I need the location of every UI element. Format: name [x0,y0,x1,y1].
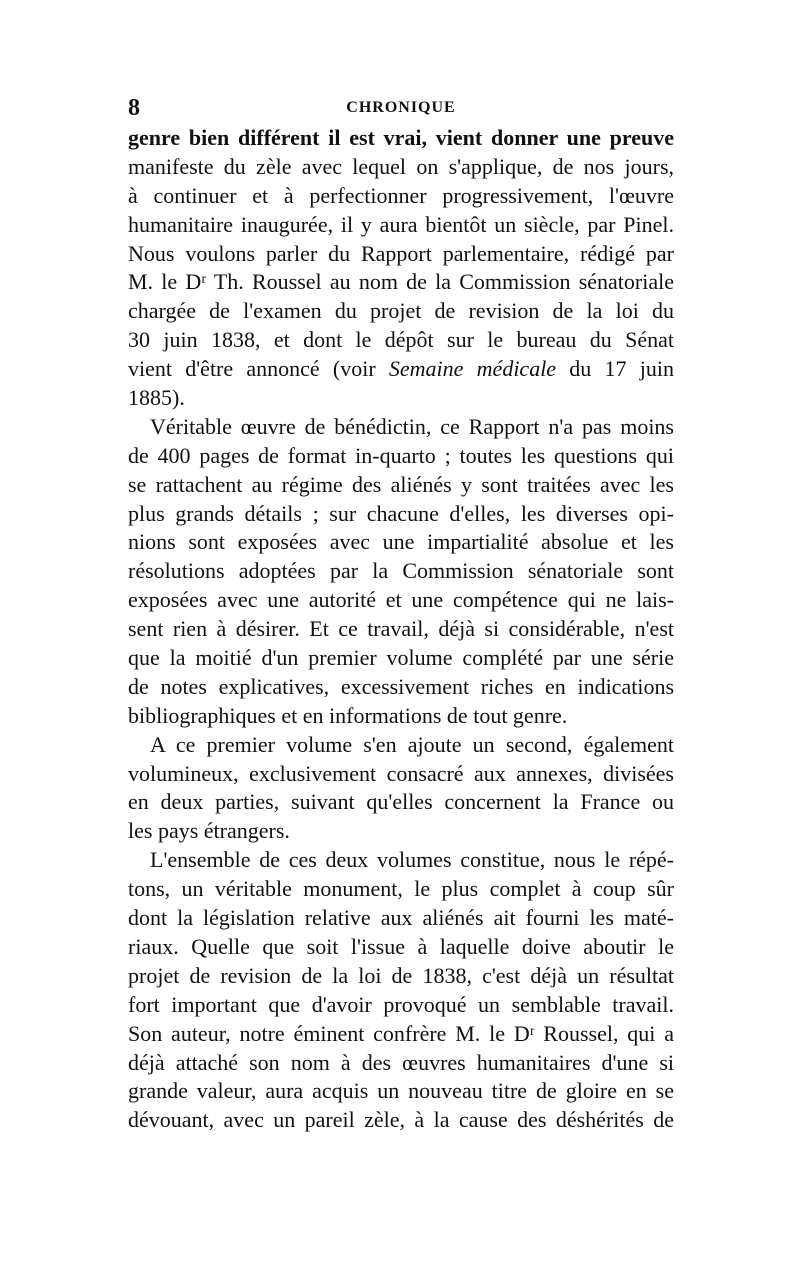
text-line: manifeste du zèle avec lequel on s'applique, de nos jours, [128,153,674,179]
text-line: déjà attaché son nom à des œuvres humanitaires d'une si [128,1049,674,1075]
text-line [128,355,674,384]
text-line: riaux. Quelle que soit l'issue à laquelle doive aboutir le [128,933,674,959]
text-line: Véritable œuvre de bénédictin, ce Rapport n'a pas moins [150,413,674,439]
text-line: les pays étrangers. [128,818,290,844]
text-line: bibliographiques et en informations de tout genre. [128,702,568,728]
text-line: Nous voulons parler du Rapport parlementaire, rédigé par [128,240,674,266]
text-line: se rattachent au régime des aliénés y sont traitées avec les [128,471,674,497]
text-line: grande valeur, aura acquis un nouveau titre de gloire en se [128,1078,674,1104]
text-line: nions sont exposées avec une impartialité absolue et les [128,529,674,555]
text-line: genre bien différent il est vrai, vient donner une preuve [128,125,674,150]
running-head [128,94,674,122]
body-text [128,124,674,1135]
text-line: projet de revision de la loi de 1838, c'est déjà un résultat [128,962,674,988]
text-line: volumineux, exclusivement consacré aux annexes, divisées [128,760,674,786]
text-line: Son auteur, notre éminent confrère M. le Dʳ Roussel, qui a [128,1020,674,1046]
text-line: tons, un véritable monument, le plus complet à coup sûr [128,876,674,902]
text-line: 1885). [128,385,185,411]
text-line: exposées avec une autorité et une compétence qui ne lais- [128,587,674,613]
text-line: humanitaire inaugurée, il y aura bientôt un siècle, par Pinel. [128,211,674,237]
journal-title: Semaine médicale [388,356,557,382]
text-line: fort important que d'avoir provoqué un semblable travail. [128,991,674,1017]
text-line: sent rien à désirer. Et ce travail, déjà si considérable, n'est [128,616,674,642]
text-line: de notes explicatives, excessivement riches en indications [128,673,674,699]
text-line: M. le Dʳ Th. Roussel au nom de la Commission sénatoriale [128,269,674,295]
text-line: dont la législation relative aux aliénés ait fourni les maté- [128,905,674,931]
text-line: A ce premier volume s'en ajoute un second, également [150,731,674,757]
text-line: en deux parties, suivant qu'elles concernent la France ou [128,789,674,815]
text-line: de 400 pages de format in-quarto ; toutes les questions qui [128,442,674,468]
text-line: chargée de l'examen du projet de revision de la loi du [128,298,674,324]
page-number: 8 [128,95,140,121]
text-line: plus grands détails ; sur chacune d'elles, les diverses opi- [128,500,674,526]
text-line: L'ensemble de ces deux volumes constitue, nous le répé- [150,847,674,873]
text-segment: du 17 juin [556,356,674,382]
text-line: que la moitié d'un premier volume complété par une série [128,645,674,671]
text-line: résolutions adoptées par la Commission sénatoriale sont [128,558,674,584]
text-segment: vient d'être annoncé (voir [128,356,389,382]
text-line: à continuer et à perfectionner progressivement, l'œuvre [128,182,674,208]
text-line: 30 juin 1838, et dont le dépôt sur le bureau du Sénat [128,327,674,353]
running-title: CHRONIQUE [346,99,456,116]
text-line: dévouant, avec un pareil zèle, à la cause des déshérités de [128,1107,674,1133]
